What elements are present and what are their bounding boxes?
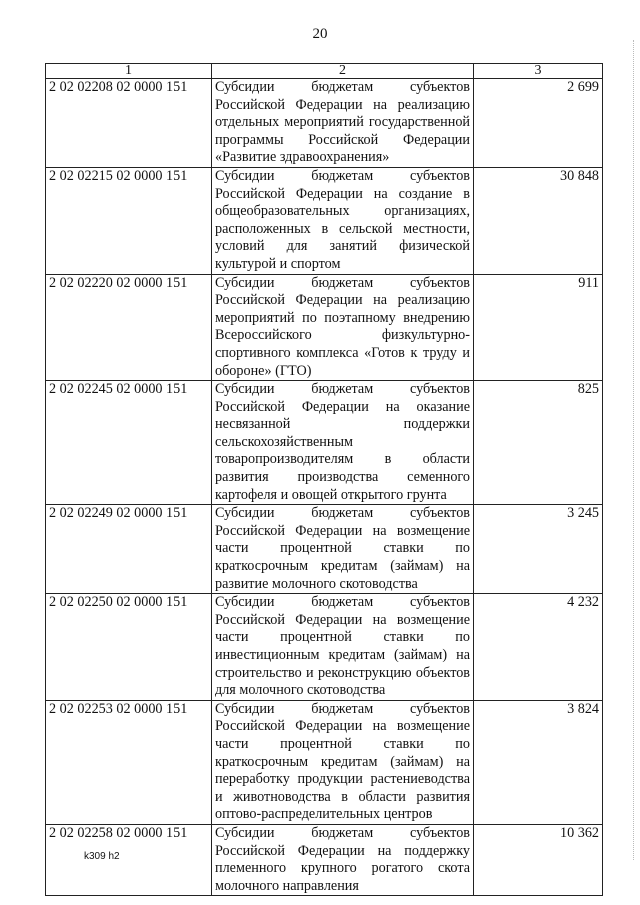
description-cell: Субсидии бюджетам субъектов Российской Федерации на возмещение части процентной ставки по инвестиционным кредитам (займам) на строительство и реконструкцию объектов для молочного скотоводства [212,594,474,701]
budget-code-cell: 2 02 02245 02 0000 151 [46,381,212,505]
description-cell: Субсидии бюджетам субъектов Российской Федерации на создание в общеобразовательных организациях, расположенных в сельской местности, условий для занятий физической культурой и спортом [212,167,474,274]
amount-cell: 30 848 [474,167,603,274]
table-row [46,505,603,594]
table-row [46,381,603,505]
table-row [46,824,603,895]
amount-cell: 2 699 [474,79,603,168]
table-header-row [46,64,603,79]
table-row [46,700,603,824]
amount-cell: 911 [474,274,603,381]
description-cell: Субсидии бюджетам субъектов Российской Федерации на реализацию отдельных мероприятий государственной программы Российской Федерации «Развитие здравоохранения» [212,79,474,168]
budget-code-cell: 2 02 02253 02 0000 151 [46,700,212,824]
amount-cell: 4 232 [474,594,603,701]
description-cell: Субсидии бюджетам субъектов Российской Федерации на возмещение части процентной ставки по краткосрочным кредитам (займам) на переработку продукции растениеводства и животноводства в области развития оптово-распределительных центров [212,700,474,824]
budget-code-cell: 2 02 02250 02 0000 151 [46,594,212,701]
budget-code-cell: 2 02 02215 02 0000 151 [46,167,212,274]
budget-code-cell: 2 02 02249 02 0000 151 [46,505,212,594]
column-header-amount: 3 [474,64,603,79]
footer-document-code: k309 h2 [84,851,120,862]
budget-revenue-table [45,63,603,896]
amount-cell: 10 362 [474,824,603,895]
table-row [46,79,603,168]
column-header-code: 1 [46,64,212,79]
amount-cell: 3 824 [474,700,603,824]
description-cell: Субсидии бюджетам субъектов Российской Федерации на оказание несвязанной поддержки сельскохозяйственным товаропроизводителям в области развития производства семенного картофеля и овощей открытого грунта [212,381,474,505]
description-cell: Субсидии бюджетам субъектов Российской Федерации на возмещение части процентной ставки по краткосрочным кредитам (займам) на развитие молочного скотоводства [212,505,474,594]
page-edge-mark [632,40,634,860]
budget-code-cell: 2 02 02208 02 0000 151 [46,79,212,168]
table-row [46,594,603,701]
description-cell: Субсидии бюджетам субъектов Российской Федерации на поддержку племенного крупного рогатого скота молочного направления [212,824,474,895]
column-header-description: 2 [212,64,474,79]
description-cell: Субсидии бюджетам субъектов Российской Федерации на реализацию мероприятий по поэтапному внедрению Всероссийского физкультурно-спортивного комплекса «Готов к труду и обороне» (ГТО) [212,274,474,381]
page-number: 20 [312,26,328,42]
table-row [46,274,603,381]
amount-cell: 825 [474,381,603,505]
budget-code-cell: 2 02 02220 02 0000 151 [46,274,212,381]
amount-cell: 3 245 [474,505,603,594]
table-row [46,167,603,274]
budget-code-cell: 2 02 02258 02 0000 151 [46,824,212,895]
